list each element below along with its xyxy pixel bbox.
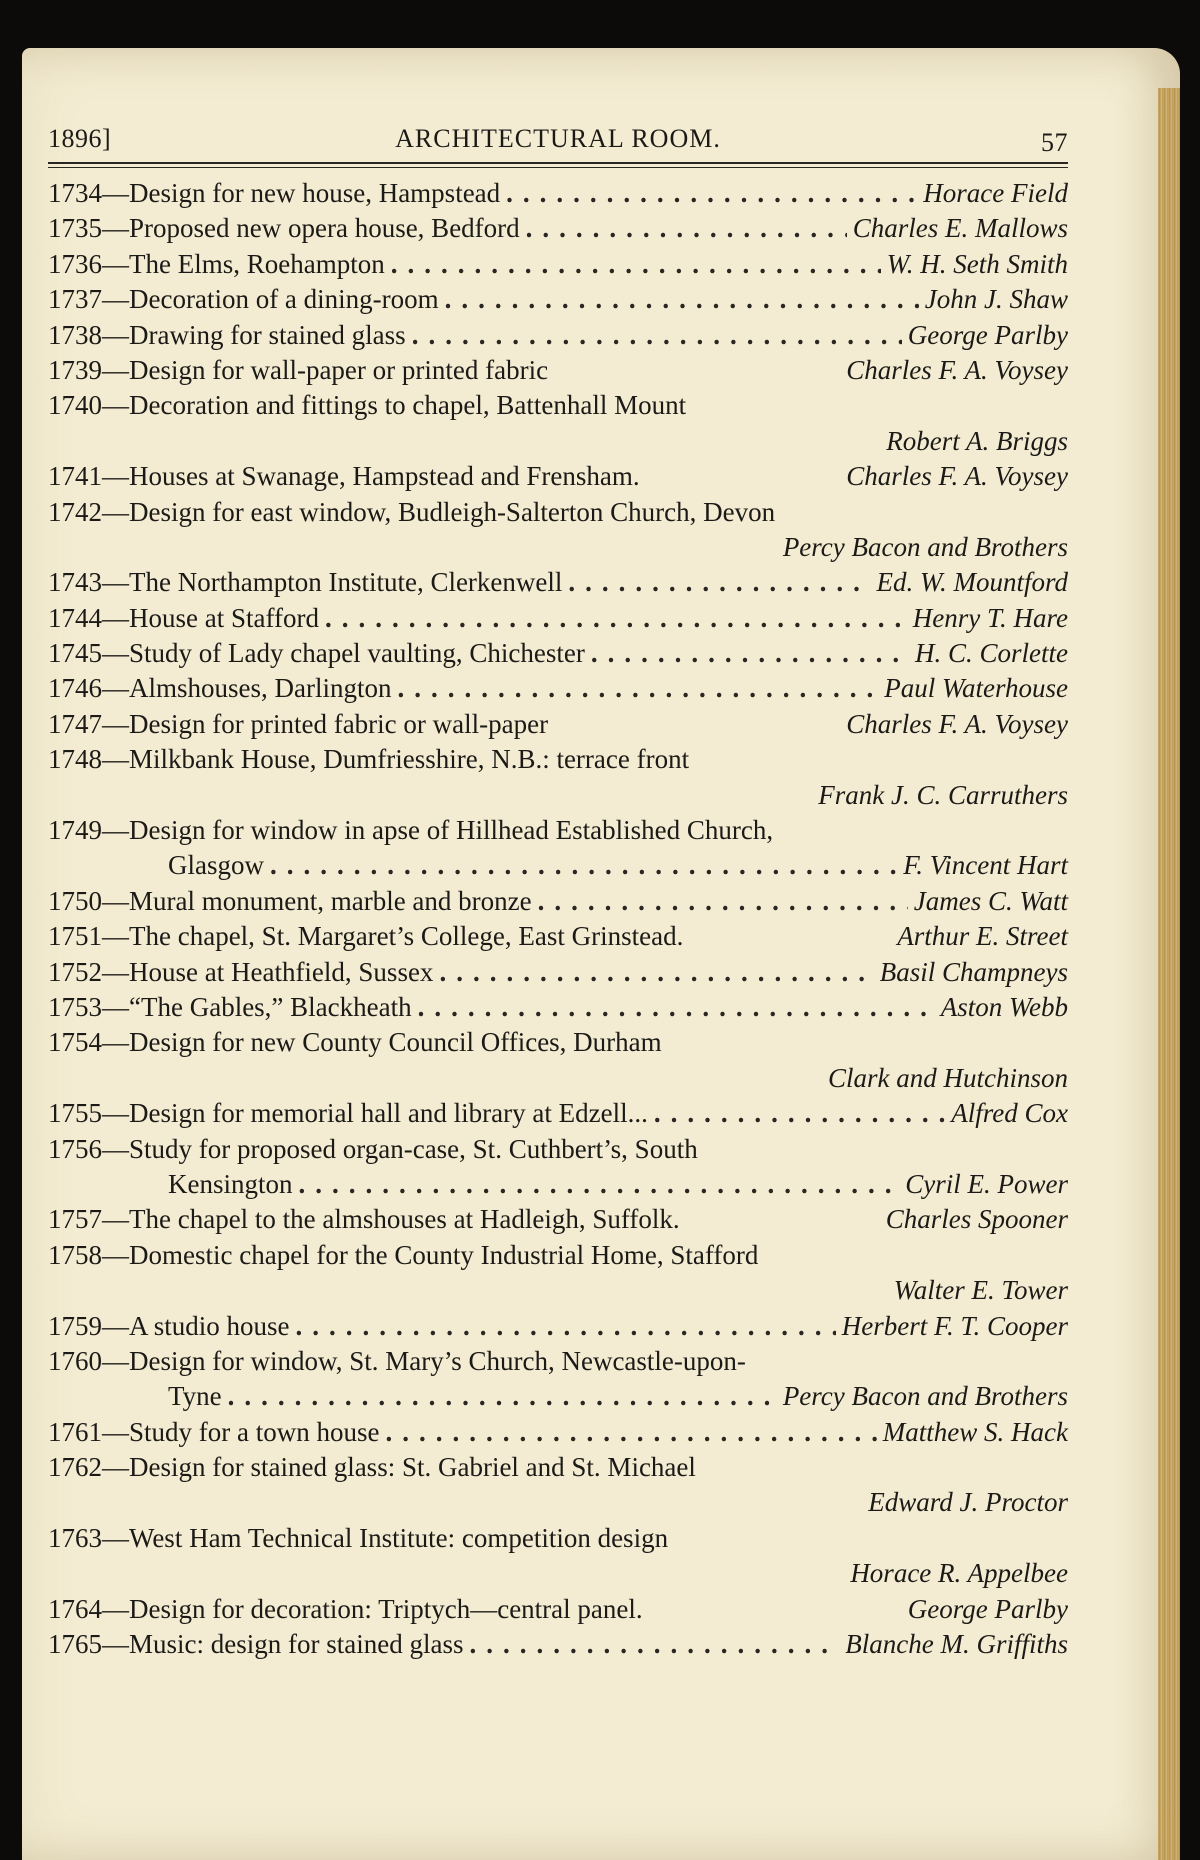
entry-line (48, 388, 1068, 423)
entry-number: 1750— (48, 885, 129, 916)
leader-dots (296, 1309, 836, 1344)
entry-title: The Northampton Institute, Clerkenwell (129, 567, 563, 598)
entry-title: The chapel, St. Margaret’s College, East Grinstead. (129, 921, 684, 952)
entry-author: F. Vincent Hart (903, 850, 1068, 881)
entry-title: Design for new house, Hampstead (129, 178, 501, 208)
entry-title: Design for window in apse of Hillhead Established Church, (129, 815, 774, 846)
leader-dots (526, 211, 847, 246)
entry-author: Percy Bacon and Brothers (782, 531, 1068, 562)
entry-number: 1749— (48, 815, 129, 846)
entry-author: Charles F. A. Voysey (846, 354, 1068, 385)
entry-number: 1754— (48, 1027, 129, 1058)
leader-dots (228, 1379, 777, 1414)
leader-dots (385, 1415, 876, 1450)
entry-line (48, 884, 1068, 919)
entry-line (48, 247, 1068, 282)
entry-title: Decoration and fittings to chapel, Battenhall Mount (129, 390, 687, 421)
entry-line (48, 353, 1068, 388)
entry-author: Cyril E. Power (905, 1168, 1068, 1199)
entry-number: 1747— (48, 708, 129, 739)
entry-line (48, 707, 1068, 742)
entry-line (48, 742, 1068, 777)
entry-number: 1736— (48, 248, 129, 279)
entry-author: Frank J. C. Carruthers (818, 779, 1068, 810)
entry-number: 1743— (48, 567, 129, 598)
entry-line (48, 495, 1068, 530)
entry-author-line (48, 1556, 1068, 1591)
entry-number: 1764— (48, 1593, 129, 1624)
entry-author: Aston Webb (940, 991, 1068, 1022)
entry-line (48, 176, 1068, 211)
leader-dots (299, 1167, 900, 1202)
entry-number: 1751— (48, 921, 129, 952)
page-edge (1158, 88, 1180, 1860)
leader-dots (418, 990, 935, 1025)
entry-number: 1742— (48, 496, 129, 527)
book-page (22, 48, 1180, 1860)
entry-line (48, 919, 1068, 954)
entry-number: 1739— (48, 354, 129, 385)
entry-line (48, 813, 1068, 848)
entry-author: Herbert F. T. Cooper (841, 1310, 1068, 1341)
entry-title: Design for stained glass: St. Gabriel and St. Michael (129, 1452, 696, 1483)
entry-author: Clark and Hutchinson (828, 1062, 1068, 1093)
entry-author: Charles F. A. Voysey (846, 461, 1068, 492)
entry-number: 1748— (48, 744, 129, 775)
entry-line (48, 1627, 1068, 1662)
entry-author: Arthur E. Street (897, 921, 1068, 952)
entry-continuation (48, 1379, 1068, 1414)
entry-title: Design for window, St. Mary’s Church, Newcastle-upon- (129, 1345, 746, 1376)
entry-title: Music: design for stained glass (129, 1629, 464, 1660)
entry-line (48, 955, 1068, 990)
entry-title: West Ham Technical Institute: competition design (129, 1522, 669, 1553)
entry-author: Charles F. A. Voysey (846, 708, 1068, 739)
entry-title: House at Stafford (129, 602, 319, 633)
leader-dots (445, 282, 919, 317)
entry-title: Study of Lady chapel vaulting, Chichester (129, 638, 585, 669)
entry-title: Design for east window, Budleigh-Salterton Church, Devon (129, 496, 776, 527)
entry-line (48, 1309, 1068, 1344)
entry-author: W. H. Seth Smith (886, 248, 1068, 279)
entry-line (48, 1132, 1068, 1167)
entry-line (48, 1592, 1068, 1627)
entry-number: 1746— (48, 673, 129, 704)
entry-line (48, 636, 1068, 671)
entry-author: Edward J. Proctor (868, 1487, 1068, 1518)
entry-author: Ed. W. Mountford (876, 567, 1068, 598)
leader-dots (270, 848, 897, 883)
entry-title: Design for decoration: Triptych—central panel. (129, 1593, 643, 1624)
entry-author: Robert A. Briggs (886, 425, 1068, 456)
header-rule (48, 162, 1068, 168)
entry-number: 1759— (48, 1310, 129, 1341)
entry-number: 1738— (48, 319, 129, 350)
entry-number: 1756— (48, 1133, 129, 1164)
leader-dots (568, 565, 870, 600)
entry-title-cont: Kensington (168, 1168, 293, 1199)
entry-title: Houses at Swanage, Hampstead and Frensham. (129, 461, 640, 492)
entry-title: Domestic chapel for the County Industrial Home, Stafford (129, 1239, 759, 1270)
entry-author: Basil Champneys (879, 956, 1068, 987)
entry-author: Charles E. Mallows (852, 213, 1068, 244)
entry-author-line (48, 530, 1068, 565)
entry-author-line (48, 1485, 1068, 1520)
entry-number: 1741— (48, 461, 129, 492)
leader-dots (591, 636, 909, 671)
entry-author: George Parlby (907, 1593, 1068, 1624)
entry-line (48, 1238, 1068, 1273)
entry-title: Almshouses, Darlington (129, 673, 392, 704)
entry-title: House at Heathfield, Sussex (129, 956, 434, 987)
entry-number: 1757— (48, 1204, 129, 1235)
leader-dots (398, 671, 879, 706)
entry-author: John J. Shaw (924, 284, 1068, 315)
entry-title: Decoration of a dining-room (129, 284, 439, 315)
entry-author: H. C. Corlette (915, 638, 1068, 669)
leader-dots (439, 955, 873, 990)
leader-dots (654, 1096, 945, 1131)
entry-author: Walter E. Tower (893, 1275, 1068, 1306)
entry-author: George Parlby (907, 319, 1068, 350)
entry-line (48, 1521, 1068, 1556)
entry-title-cont: Tyne (168, 1381, 222, 1412)
entry-title: A studio house (129, 1310, 290, 1341)
entry-title: “The Gables,” Blackheath (129, 991, 412, 1022)
leader-dots (391, 247, 881, 282)
entry-number: 1753— (48, 991, 129, 1022)
entry-title: Design for wall-paper or printed fabric (129, 354, 549, 385)
entry-title: Design for memorial hall and library at Edzell... (129, 1098, 648, 1129)
entry-author: Horace Field (923, 178, 1068, 208)
entry-author: Charles Spooner (885, 1204, 1068, 1235)
header-title: ARCHITECTURAL ROOM. (395, 124, 721, 153)
entry-title: Study for a town house (129, 1416, 380, 1447)
entry-continuation (48, 1167, 1068, 1202)
entry-line (48, 1202, 1068, 1237)
entry-author: Henry T. Hare (912, 602, 1068, 633)
entry-author: Percy Bacon and Brothers (782, 1381, 1068, 1412)
entry-number: 1762— (48, 1452, 129, 1483)
entry-line (48, 1415, 1068, 1450)
entry-number: 1740— (48, 390, 129, 421)
entry-line (48, 1025, 1068, 1060)
entry-line (48, 211, 1068, 246)
entry-author-line (48, 1273, 1068, 1308)
leader-dots (506, 176, 917, 211)
entry-title: Milkbank House, Dumfriesshire, N.B.: terrace front (129, 744, 690, 775)
entry-line (48, 1450, 1068, 1485)
entry-author: James C. Watt (913, 885, 1068, 916)
entry-title-cont: Glasgow (168, 850, 264, 881)
entry-continuation (48, 848, 1068, 883)
entry-author-line (48, 778, 1068, 813)
entry-line (48, 671, 1068, 706)
running-header (48, 122, 1068, 162)
entry-title: Mural monument, marble and bronze (129, 885, 532, 916)
entry-author: Blanche M. Griffiths (845, 1629, 1068, 1660)
leader-dots (538, 884, 908, 919)
entry-line (48, 318, 1068, 353)
leader-dots (325, 601, 907, 636)
entry-number: 1745— (48, 638, 129, 669)
entry-author: Matthew S. Hack (882, 1416, 1068, 1447)
entry-author-line (48, 424, 1068, 459)
entry-author: Horace R. Appelbee (850, 1558, 1068, 1589)
catalogue-entries (48, 176, 1068, 1662)
leader-dots (412, 318, 902, 353)
entry-number: 1755— (48, 1098, 129, 1129)
entry-line (48, 1096, 1068, 1131)
entry-author: Alfred Cox (951, 1098, 1068, 1129)
entry-line (48, 990, 1068, 1025)
entry-author: Paul Waterhouse (884, 673, 1068, 704)
entry-number: 1758— (48, 1239, 129, 1270)
entry-author-line (48, 1061, 1068, 1096)
entry-line (48, 565, 1068, 600)
entry-title: Design for new County Council Offices, Durham (129, 1027, 662, 1058)
entry-number: 1761— (48, 1416, 129, 1447)
page-number: 57 (1041, 128, 1068, 157)
entry-number: 1735— (48, 213, 129, 244)
entry-number: 1765— (48, 1629, 129, 1660)
header-year: 1896] (48, 124, 112, 153)
entry-number: 1737— (48, 284, 129, 315)
entry-title: The Elms, Roehampton (129, 248, 385, 279)
leader-dots (469, 1627, 839, 1662)
entry-title: Drawing for stained glass (129, 319, 406, 350)
entry-line (48, 459, 1068, 494)
entry-number: 1760— (48, 1345, 129, 1376)
entry-title: Study for proposed organ-case, St. Cuthbert’s, South (129, 1133, 698, 1164)
entry-title: The chapel to the almshouses at Hadleigh, Suffolk. (129, 1204, 680, 1235)
entry-number: 1734— (48, 178, 129, 208)
entry-number: 1752— (48, 956, 129, 987)
entry-number: 1763— (48, 1522, 129, 1553)
entry-title: Design for printed fabric or wall-paper (129, 708, 549, 739)
entry-title: Proposed new opera house, Bedford (129, 213, 520, 244)
entry-line (48, 282, 1068, 317)
entry-line (48, 1344, 1068, 1379)
entry-number: 1744— (48, 602, 129, 633)
entry-line (48, 601, 1068, 636)
